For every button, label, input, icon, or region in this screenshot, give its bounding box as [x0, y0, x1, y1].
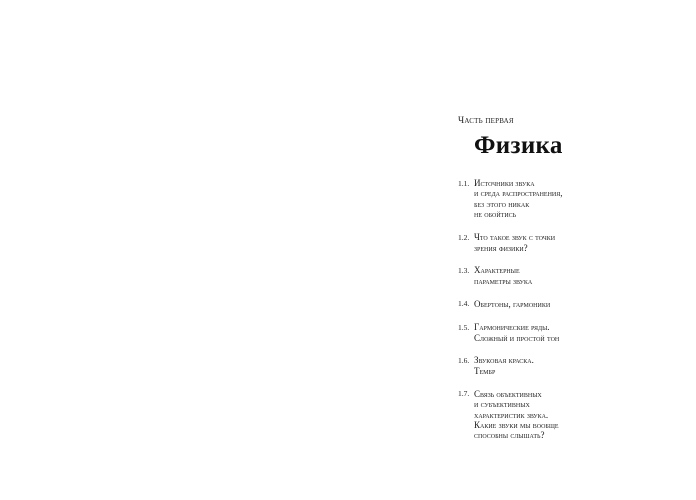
- toc-number: 1.2.: [458, 232, 470, 242]
- toc-line: параметры звука: [474, 275, 533, 286]
- toc-item-1-2: [458, 232, 688, 253]
- toc-item-1-3: [458, 265, 688, 286]
- table-of-contents: [458, 178, 688, 453]
- toc-title: [474, 232, 688, 253]
- toc-line: без этого никак: [474, 198, 530, 209]
- chapter-title: Физика: [474, 132, 563, 159]
- toc-item-1-5: [458, 322, 688, 343]
- toc-number: 1.1.: [458, 178, 470, 188]
- toc-item-1-1: [458, 178, 688, 220]
- toc-number: 1.5.: [458, 322, 470, 332]
- toc-line: Связь объективных: [474, 388, 542, 399]
- toc-title: [474, 389, 688, 441]
- toc-item-1-4: [458, 299, 688, 310]
- toc-line: Какие звуки мы вообще: [474, 420, 559, 430]
- toc-line: Что такое звук с точки: [474, 232, 556, 243]
- toc-title: [474, 299, 688, 310]
- toc-line: Звуковая краска.: [474, 355, 534, 366]
- toc-line: и субъективных: [474, 399, 530, 410]
- toc-line: характеристик звука.: [474, 409, 549, 420]
- toc-line: зрения физики?: [474, 242, 528, 253]
- toc-item-1-7: [458, 389, 688, 441]
- toc-line: и среда распространения,: [474, 188, 563, 199]
- right-page: [348, 0, 696, 500]
- toc-line: Тембр: [474, 365, 496, 376]
- toc-number: 1.7.: [458, 389, 470, 399]
- toc-number: 1.3.: [458, 265, 470, 275]
- toc-title: [474, 178, 688, 220]
- toc-line: Сложный и простой тон: [474, 332, 560, 343]
- toc-line: Характерные: [474, 265, 520, 276]
- toc-title: [474, 355, 688, 376]
- toc-title: [474, 265, 688, 286]
- part-label: Часть первая: [458, 116, 514, 126]
- toc-line: Гармонические ряды.: [474, 322, 550, 333]
- toc-line: Источники звука: [474, 178, 535, 188]
- toc-item-1-6: [458, 355, 688, 376]
- toc-number: 1.6.: [458, 355, 470, 365]
- toc-number: 1.4.: [458, 299, 470, 309]
- toc-line: не обойтись: [474, 209, 517, 220]
- toc-line: способны слышать?: [474, 430, 545, 441]
- toc-line: Обертоны, гармоники: [474, 298, 551, 309]
- toc-title: [474, 322, 688, 343]
